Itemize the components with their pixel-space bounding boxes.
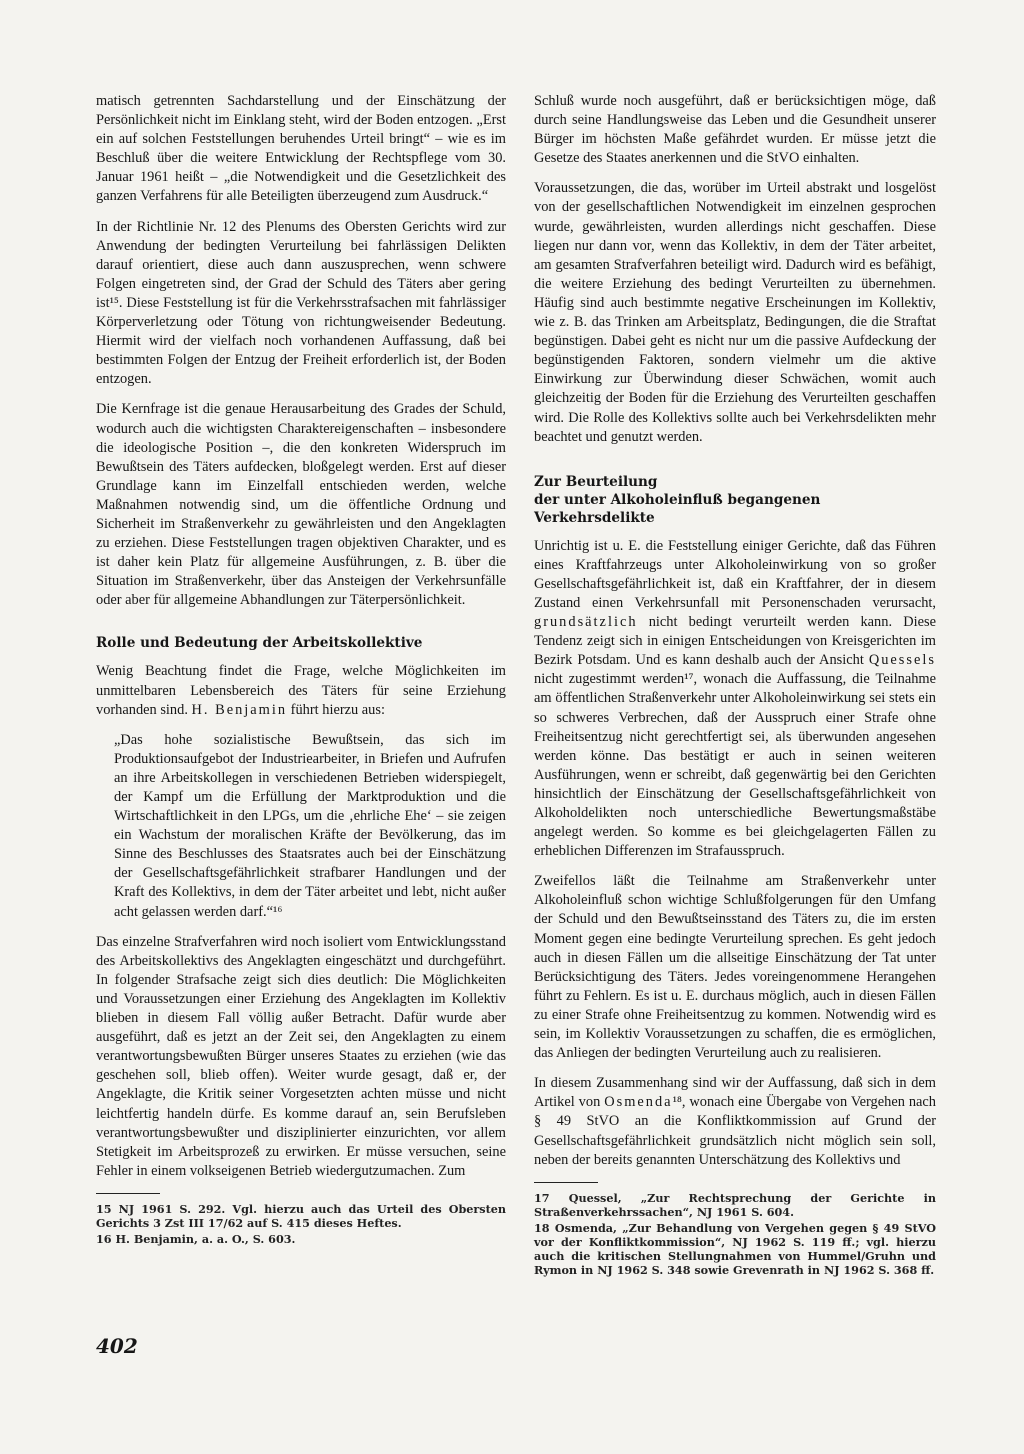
section-heading-line: der unter Alkoholeinfluß begangenen Verkehrsdelikte — [534, 491, 821, 526]
paragraph: Die Kernfrage ist die genaue Herausarbeitung des Grades der Schuld, wodurch auch die wichtigsten Charaktereigenschaften – insbesondere die ideologische Position –, die den konkreten Widerspruch im Bewußtsein des Täters aufdecken, bloßgelegt werden. Erst auf dieser Grundlage kann im Einzelfall entschieden werden, welche Maßnahmen notwendig sind, um die öffentliche Ordnung und Sicherheit im Straßenverkehr zu gewährleisten und den Angeklagten zu erziehen. Diese Feststellungen tragen objektiven Charakter, und es ist daher kein Platz für allgemeine Ausführungen, z. B. über die Situation im Straßenverkehr, über das Ansteigen der Verkehrsunfälle oder aber für allgemeine Abhandlungen zur Täterpersönlichkeit. — [96, 401, 506, 609]
right-column — [534, 92, 936, 1279]
paragraph-text: nicht zugestimmt werden¹⁷, wonach die Auffassung, die Teilnahme am öffentlichen Straßenverkehr unter Alkoholeinwirkung sei stets ein so schweres Verbrechen, daß der Ausspruch einer Strafe ohne Freiheitsentzug nicht gerechtfertigt sei, als überwunden angesehen werden könne. Das bestätigt er auch in seinen weiteren Ausführungen, wenn er schreibt, daß gegenwärtig bei den Gerichten hinsichtlich der Einschätzung der Gesellschaftsgefährlichkeit von Alkoholdelikten noch unterschiedliche Bewertungsmaßstäbe angelegt werden. So komme es bei gleichgelagerten Fällen zu erheblichen Differenzen im Strafausspruch. — [534, 671, 936, 860]
author-name: H. Benjamin — [191, 701, 288, 718]
paragraph — [96, 662, 506, 719]
author-name: Quessels — [868, 652, 936, 669]
footnote-divider — [96, 1193, 160, 1194]
section-heading: Rolle und Bedeutung der Arbeitskollektive — [96, 635, 423, 652]
paragraph: matisch getrennten Sachdarstellung und der Einschätzung der Persönlichkeit nicht im Einklang steht, wird der Boden entzogen. „Erst ein auf solchen Feststellungen beruhendes Urteil bringt“ – wie es im Beschluß über die weitere Entwicklung der Rechtspflege vom 30. Januar 1961 heißt – „die Notwendigkeit und die Gesetzlichkeit des ganzen Verfahrens für alle Beteiligten überzeugend zum Ausdruck.“ — [96, 93, 506, 205]
footnote: 18 Osmenda, „Zur Behandlung von Vergehen gegen § 49 StVO vor der Konfliktkommission“, NJ 1962 S. 119 ff.; vgl. hierzu auch die kritischen Stellungnahmen von Hummel/Gruhn und Rymon in NJ 1962 S. 348 sowie Grevenrath in NJ 1962 S. 368 ff. — [534, 1220, 936, 1277]
footnote: 17 Quessel, „Zur Rechtsprechung der Gerichte in Straßenverkehrssachen“, NJ 1961 S. 604. — [534, 1190, 936, 1219]
footnote: 15 NJ 1961 S. 292. Vgl. hierzu auch das Urteil des Obersten Gerichts 3 Zst III 17/62 auf S. 415 dieses Heftes. — [96, 1201, 506, 1230]
paragraph-text: Wenig Beachtung findet die Frage, welche Möglichkeiten im unmittelbaren Lebensbereich des Täters für seine Erziehung vorhanden sind. — [96, 663, 506, 718]
section-heading-line: Zur Beurteilung — [534, 473, 658, 490]
paragraph: Zweifellos läßt die Teilnahme am Straßenverkehr unter Alkoholeinfluß schon wichtige Schlußfolgerungen für den Umfang der Schuld und den Bewußtseinsstand des Täters zu, die im ersten Moment gegen eine bedingte Verurteilung sprechen. Es geht jedoch auch in diesen Fällen um die allseitige Einschätzung der Tat unter Berücksichtigung des Täters. Jedes voreingenommene Herangehen führt zu Fehlern. Es ist u. E. durchaus möglich, auch in diesen Fällen zu einer Strafe ohne Freiheitsentzug zu kommen. Notwendig wird es sein, im Kollektiv Voraussetzungen zu schaffen, die es ermöglichen, das Anliegen der bedingten Verurteilung auch zu realisieren. — [534, 873, 936, 1062]
left-column — [96, 92, 506, 1248]
paragraph: Das einzelne Strafverfahren wird noch isoliert vom Entwicklungsstand des Arbeitskollektivs des Angeklagten eingeschätzt und durchgeführt. In folgender Strafsache zeigt sich dies deutlich: Die Möglichkeiten und Voraussetzungen einer Erziehung des Angeklagten im Kollektiv blieben in diesem Fall völlig außer Betracht. Dafür wurde aber ausgeführt, daß es jetzt an der Zeit sei, den Angeklagten zu einem verantwortungsbewußten Bürger unseres Staates zu erziehen (wie das geschehen soll, blieb offen). Weiter wurde gesagt, daß er, der Angeklagte, die Kritik seiner Vorgesetzten achten müsse und nicht leichtfertig handeln dürfe. Es komme darauf an, sein Berufsleben verantwortungsbewußter und disziplinierter einzurichten, vor allem Stetigkeit im Arbeitsprozeß zu erwirken. Er müsse versuchen, seine Fehler in einem volkseigenen Betrieb wiedergutzumachen. Zum — [96, 933, 506, 1179]
paragraph — [534, 1074, 936, 1169]
emphasized-word: grundsätzlich — [534, 614, 638, 631]
paragraph-text: nicht bedingt verurteilt werden kann. Diese Tendenz zeigt sich in einigen Entscheidungen von Kreisgerichten im Bezirk Potsdam. Und es kann deshalb auch der Ansicht — [534, 614, 936, 669]
section-heading — [534, 473, 936, 527]
paragraph: In der Richtlinie Nr. 12 des Plenums des Obersten Gerichts wird zur Anwendung der bedingten Verurteilung bei fahrlässigen Delikten darauf orientiert, diese auch dann auszusprechen, wenn schwere Folgen eingetreten sind, der Grad der Schuld des Täters aber gering ist¹⁵. Diese Feststellung ist für die Verkehrsstrafsachen mit fahrlässiger Körperverletzung oder Tötung von richtungweisender Bedeutung. Hiermit wird der vielfach noch vorhandenen Auffassung, daß bei bestimmten Folgen der Entzug der Freiheit erforderlich ist, der Boden entzogen. — [96, 218, 506, 388]
paragraph: Voraussetzungen, die das, worüber im Urteil abstrakt und losgelöst von der gesellschaftlichen Notwendigkeit im einzelnen gesprochen wurde, gewährleisten, wurden allerdings nicht geschaffen. Diese liegen nur dann vor, wenn das Kollektiv, in dem der Täter arbeitet, am gesamten Strafverfahren beteiligt wird. Dadurch wird es befähigt, die weitere Erziehung des bedingt Verurteilten zu übernehmen. Häufig sind auch bestimmte negative Erscheinungen im Kollektiv, wie z. B. das Trinken am Arbeitsplatz, Bedingungen, die die Straftat begünstigen. Dabei geht es nicht nur um die passive Aufdeckung der begünstigenden Faktoren, sondern vielmehr um die aktive Einwirkung zur Überwindung dieser Schwächen, womit auch gleichzeitig der Boden für die Erziehung des Verurteilten geschaffen wird. Die Rolle des Kollektivs sollte auch bei Verkehrsdelikten mehr beachtet und genutzt werden. — [534, 180, 936, 445]
paragraph-text: ¹⁸, wonach eine Übergabe von Vergehen nach § 49 StVO an die Konfliktkommission auf Grund der Gesellschaftsgefährlichkeit grundsätzlich nicht möglich sein soll, neben der bereits genannten Unterschätzung des Kollektivs und — [534, 1094, 936, 1168]
footnote: 16 H. Benjamin, a. a. O., S. 603. — [96, 1231, 296, 1246]
paragraph-text: führt hierzu aus: — [287, 701, 385, 718]
footnote-divider — [534, 1182, 598, 1183]
paragraph-text: Unrichtig ist u. E. die Feststellung einiger Gerichte, daß das Führen eines Kraftfahrzeugs unter Alkoholeinwirkung von so großer Gesellschaftsgefährlichkeit ist, daß ein Kraftfahrer, der in diesem Zustand einen Verkehrsunfall mit Personenschaden verursacht, — [534, 537, 936, 611]
paragraph: Schluß wurde noch ausgeführt, daß er berücksichtigen möge, daß durch seine Handlungsweise das Leben und die Gesundheit unserer Bürger im höchsten Maße gefährdet wurden. Er müsse jetzt die Gesetze des Staates anerkennen und die StVO einhalten. — [534, 93, 936, 167]
author-name: Osmenda — [604, 1094, 673, 1111]
paragraph — [534, 537, 936, 862]
block-quote: „Das hohe sozialistische Bewußtsein, das sich im Produktionsaufgebot der Industriearbeiter, in Briefen und Aufrufen an ihre Arbeitskollegen in verschiedenen Betrieben widerspiegelt, der Kampf um die Erfüllung der Marktproduktion und die Wirtschaftlichkeit in den LPGs, um die ‚ehrliche Ehe‘ – sie zeigen ein Wachstum der moralischen Kräfte der Bevölkerung, das im Sinne des Beschlusses des Staatsrates auch bei der Einschätzung der Gesellschaftsgefährlichkeit strafbarer Handlungen und der Kraft des Kollektivs, in dem der Täter arbeitet und lebt, nicht außer acht gelassen werden darf.“¹⁶ — [114, 731, 506, 920]
page-number: 402 — [96, 1334, 138, 1358]
paragraph-text: In diesem Zusammenhang sind wir der Auffassung, daß sich in dem Artikel von — [534, 1075, 936, 1111]
